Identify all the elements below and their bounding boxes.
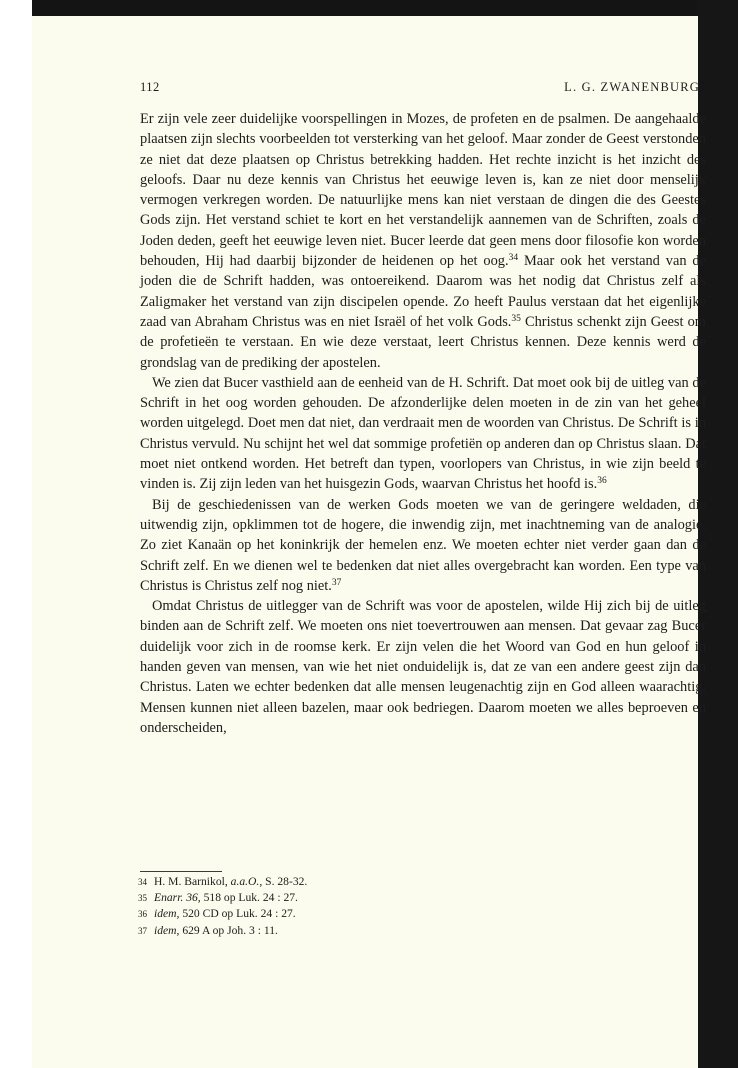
running-head	[140, 80, 700, 100]
footnote-number: 37	[138, 925, 147, 936]
footnote-ref-36: 36	[597, 476, 607, 487]
book-page	[32, 16, 706, 1068]
footnote-number: 34	[138, 877, 147, 887]
footnote: 35 Enarr. 36, 518 op Luk. 24 : 27.	[138, 890, 538, 906]
footnote-number: 36	[138, 909, 147, 920]
footnote: 34 H. M. Barnikol, a.a.O., S. 28-32.	[138, 874, 538, 890]
footnotes	[138, 874, 538, 939]
footnote-divider	[140, 871, 222, 872]
footnote-ref-35: 35	[511, 313, 521, 324]
paragraph-3: Bij de geschiedenissen van de werken Gods moeten we van de geringere weldaden, die uitwendig zijn, opklimmen tot de hogere, die inwendig zijn, met inachtneming van de analogie. Zo ziet Kanaän op het koninkrijk der hemelen enz. We moeten echter niet verder gaan dan de Schrift zelf. En we dienen wel te bedenken dat niet alles overgebracht kan worden. Een type van Christus is Christus zelf nog niet.$^{37}$	[140, 496, 706, 594]
running-title: L. G. ZWANENBURG	[564, 80, 700, 94]
footnote: 36 idem, 520 CD op Luk. 24 : 27.	[138, 906, 538, 922]
footnote-ref-34: 34	[508, 253, 519, 264]
footnote-number: 35	[138, 893, 147, 904]
page-number: 112	[140, 80, 160, 94]
paragraph-2: We zien dat Bucer vasthield aan de eenheid van de H. Schrift. Dat moet ook bij de uitleg van de Schrift in het oog worden gehouden. De afzonderlijke delen moeten in de zin van het geheel worden uitgelegd. Doet men dat niet, dan verdraait men de woorden van Christus. De Schrift is in Christus vervuld. Nu schijnt het wel dat sommige profetiën op anderen dan op Christus slaan. Dat moet niet ontkend worden. Het betreft dan typen, voorlopers van Christus, in wie zijn beeld te vinden is. Zij zijn leden van het huisgezin Gods, waarvan Christus het hoofd is.$^{36}$	[140, 374, 706, 493]
body-text	[140, 109, 706, 738]
footnote-ref-37: 37	[331, 577, 342, 588]
scan-border-top	[32, 0, 738, 16]
paragraph-1: Er zijn vele zeer duidelijke voorspellingen in Mozes, de profeten en de psalmen. De aangehaalde plaatsen zijn slechts voorbeelden tot versterking van het geloof. Maar zonder de Geest verstonden ze niet dat deze plaatsen op Christus betrekking hadden. Het rechte inzicht is het inzicht des geloofs. Daar nu deze kennis van Christus het eeuwige leven is, kan ze niet door menselijk vermogen verkregen worden. De natuurlijke mens kan niet verstaan de dingen die des Geestes Gods zijn. Het verstand schiet te kort en het verstandelijk aannemen van de Schriften, zoals de Joden deden, geeft het eeuwige leven niet. Bucer leerde dat geen mens door filosofie kon worden behouden, Hij had daarbij bijzonder de heidenen op het oog.$^{34}$ Maar ook het verstand van de joden die de Schrift hadden, was ontoereikend. Daarom was het nodig dat Christus zelf als Zaligmaker het verstand van zijn discipelen opende. Zo heeft Paulus verstaan dat het eigenlijke zaad van Abraham Christus was en niet Israël of het volk Gods.$^{35}$ Christus schenkt zijn Geest om de profetieën te verstaan. En wie deze verstaat, leert Christus kennen. Deze kennis werd de grondslag van de prediking der apostelen.	[140, 111, 706, 371]
paragraph-4: Omdat Christus de uitlegger van de Schrift was voor de apostelen, wilde Hij zich bij de uitleg binden aan de Schrift zelf. We moeten ons niet toevertrouwen aan mensen. Dat gevaar zag Bucer duidelijk voor zich in de roomse kerk. Er zijn velen die het Woord van God en hun geloof in handen geven van mensen, van wie het niet onduidelijk is, dat ze van een andere geest zijn dan Christus. Laten we echter bedenken dat alle mensen leugenachtig zijn en God alleen waarachtig. Mensen kunnen niet alleen bazelen, maar ook bedriegen. Daarom moeten we alles beproeven en onderscheiden,	[140, 598, 706, 736]
footnote: 37 idem, 629 A op Joh. 3 : 11.	[138, 923, 538, 939]
